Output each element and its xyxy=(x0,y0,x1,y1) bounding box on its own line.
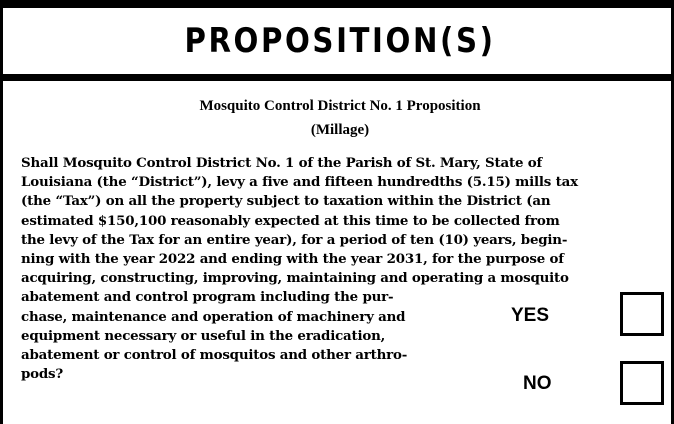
no-label: NO xyxy=(523,373,552,394)
proposition-line: the levy of the Tax for an entire year), for a period of ten (10) years, begin- xyxy=(21,231,568,248)
proposition-title: Mosquito Control District No. 1 Proposition xyxy=(199,98,481,114)
proposition-text xyxy=(21,154,611,384)
proposition-line: ning with the year 2022 and ending with the year 2031, for the purpose of xyxy=(21,250,564,267)
top-border xyxy=(3,0,674,8)
proposition-line: equipment necessary or useful in the eradication, xyxy=(21,327,386,344)
proposition-line: Shall Mosquito Control District No. 1 of the Parish of St. Mary, State of xyxy=(21,155,543,171)
proposition-line: abatement and control program including the pur- xyxy=(21,289,394,306)
proposition-line: pods? xyxy=(21,366,64,383)
proposition-line: Louisiana (the “District”), levy a five and fifteen hundredths (5.15) mills tax xyxy=(21,174,578,191)
proposition-line: (the “Tax”) on all the property subject to taxation within the District (an xyxy=(21,193,551,210)
proposition-line: abatement or control of mosquitos and other arthro- xyxy=(21,346,408,363)
section-header: PROPOSITION(S) xyxy=(184,21,496,61)
proposition-subtitle: (Millage) xyxy=(310,122,370,138)
header-divider xyxy=(3,74,674,81)
proposition-line: estimated $150,100 reasonably expected at this time to be collected from xyxy=(21,212,560,229)
yes-label: YES xyxy=(511,305,550,326)
proposition-line: chase, maintenance and operation of machinery and xyxy=(21,308,406,325)
yes-checkbox[interactable] xyxy=(620,292,664,336)
proposition-line: acquiring, constructing, improving, maintaining and operating a mosquito xyxy=(21,270,569,287)
no-checkbox[interactable] xyxy=(620,361,664,405)
